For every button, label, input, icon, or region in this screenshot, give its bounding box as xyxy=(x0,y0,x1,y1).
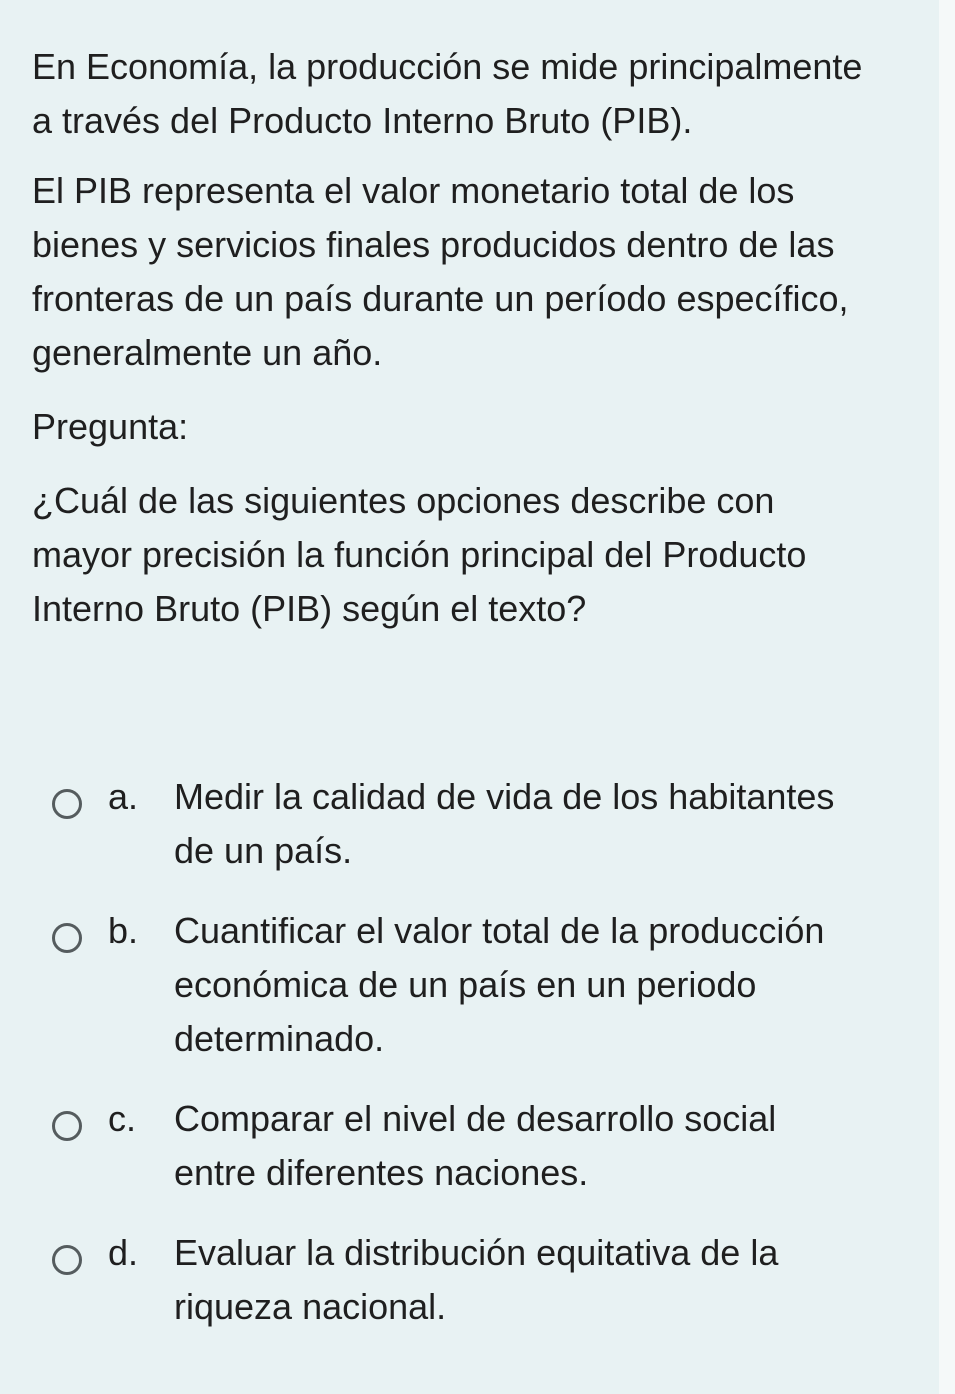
radio-button-d[interactable] xyxy=(52,1245,82,1275)
option-text-d: Evaluar la distribución equitativa de la riqueza nacional. xyxy=(174,1232,779,1327)
passage-paragraph-1: En Economía, la producción se mide principalmente a través del Producto Interno Bruto (PIB). xyxy=(32,46,863,141)
passage-paragraph-2: El PIB representa el valor monetario total de los bienes y servicios finales producidos dentro de las fronteras de un país durante un período específico, generalmente un año. xyxy=(32,170,849,373)
question-heading: Pregunta: xyxy=(32,406,189,447)
option-text-c: Comparar el nivel de desarrollo social entre diferentes naciones. xyxy=(174,1098,777,1193)
question-content xyxy=(32,40,912,636)
radio-button-c[interactable] xyxy=(52,1111,82,1141)
option-letter-b: b. xyxy=(108,910,139,951)
option-c[interactable] xyxy=(52,1092,912,1200)
answer-options xyxy=(52,770,912,1360)
option-text-b: Cuantificar el valor total de la producción económica de un país en un periodo determinado. xyxy=(174,910,825,1059)
option-text-a: Medir la calidad de vida de los habitantes de un país. xyxy=(174,776,835,871)
option-letter-c: c. xyxy=(108,1098,137,1139)
option-b[interactable] xyxy=(52,904,912,1066)
radio-button-b[interactable] xyxy=(52,923,82,953)
option-letter-a: a. xyxy=(108,776,139,817)
side-strip xyxy=(939,0,955,1394)
question-text: ¿Cuál de las siguientes opciones describe con mayor precisión la función principal del Producto Interno Bruto (PIB) según el texto? xyxy=(32,480,807,629)
option-a[interactable] xyxy=(52,770,912,878)
option-d[interactable] xyxy=(52,1226,912,1334)
option-letter-d: d. xyxy=(108,1232,139,1273)
radio-button-a[interactable] xyxy=(52,789,82,819)
